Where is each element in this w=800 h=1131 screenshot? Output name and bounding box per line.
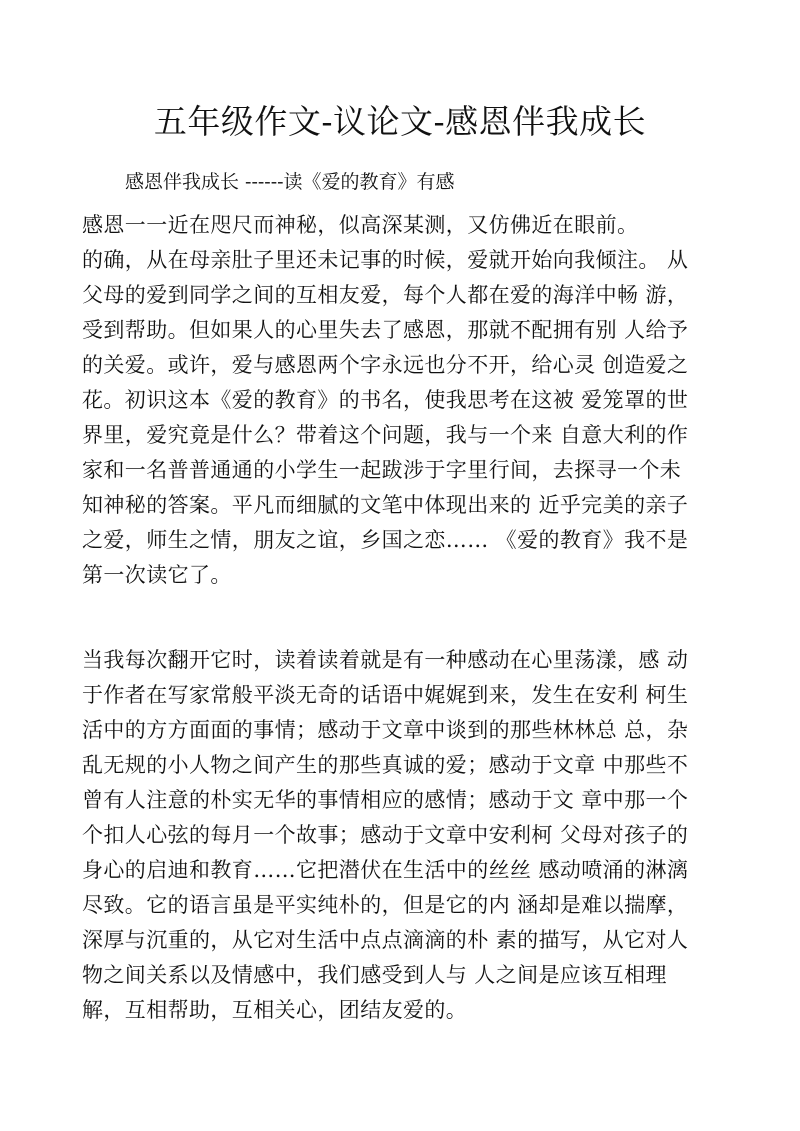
paragraph-1 xyxy=(82,208,688,593)
paragraph-line: 乱无规的小人物之间产生的那些真诚的爱；感动于文章 中那些不 xyxy=(82,753,689,777)
paragraph-line: 当我每次翻开它时，读着读着就是有一种感动在心里荡漾，感 动 xyxy=(82,648,689,672)
paragraph-line: 深厚与沉重的，从它对生活中点点滴滴的朴 素的描写，从它对人 xyxy=(82,928,689,952)
paragraph-line: 花。初识这本《爱的教育》的书名，使我思考在这被 爱笼罩的世 xyxy=(82,388,689,412)
paragraph-line: 物之间关系以及情感中，我们感受到人与 人之间是应该互相理 xyxy=(82,963,667,987)
paragraph-line: 身心的启迪和教育……它把潜伏在生活中的丝丝 感动喷涌的淋漓 xyxy=(82,858,689,882)
paragraph-line: 受到帮助。但如果人的心里失去了感恩，那就不配拥有别 人给予 xyxy=(82,318,689,342)
document-title: 五年级作文-议论文-感恩伴我成长 xyxy=(153,102,647,141)
paragraph-line: 曾有人注意的朴实无华的事情相应的感情；感动于文 章中那一个 xyxy=(82,788,689,812)
paragraph-line: 活中的方方面面的事情；感动于文章中谈到的那些林林总 总，杂 xyxy=(82,718,689,742)
paragraph-line: 界里，爱究竟是什么？带着这个问题，我与一个来 自意大利的作 xyxy=(82,423,689,447)
document-subtitle: 感恩伴我成长 ------读《爱的教育》有感 xyxy=(125,171,455,193)
paragraph-line: 第一次读它了。 xyxy=(82,563,232,587)
paragraph-line: 尽致。它的语言虽是平实纯朴的，但是它的内 涵却是难以揣摩， xyxy=(82,893,689,917)
paragraph-line: 感恩一一近在咫尺而神秘，似高深某测，又仿佛近在眼前。 xyxy=(82,213,639,237)
paragraph-line: 解，互相帮助，互相关心，团结友爱的。 xyxy=(82,998,468,1022)
paragraph-line: 家和一名普普通通的小学生一起跋涉于字里行间，去探寻一个未 xyxy=(82,458,682,482)
paragraph-line: 知神秘的答案。平凡而细腻的文笔中体现出来的 近乎完美的亲子 xyxy=(82,493,689,517)
paragraph-line: 个扣人心弦的每月一个故事；感动于文章中安利柯 父母对孩子的 xyxy=(82,823,689,847)
paragraph-line: 的关爱。或许，爱与感恩两个字永远也分不开，给心灵 创造爱之 xyxy=(82,353,689,377)
paragraph-line: 的确，从在母亲肚子里还未记事的时候，爱就开始向我倾注。 从 xyxy=(82,248,689,272)
paragraph-line: 于作者在写家常般平淡无奇的话语中娓娓到来，发生在安利 柯生 xyxy=(82,683,689,707)
paragraph-line: 父母的爱到同学之间的互相友爱，每个人都在爱的海洋中畅 游， xyxy=(82,283,689,307)
paragraph-line: 之爱，师生之情，朋友之谊，乡国之恋…… 《爱的教育》我不是 xyxy=(82,528,689,552)
paragraph-2 xyxy=(82,643,688,1028)
